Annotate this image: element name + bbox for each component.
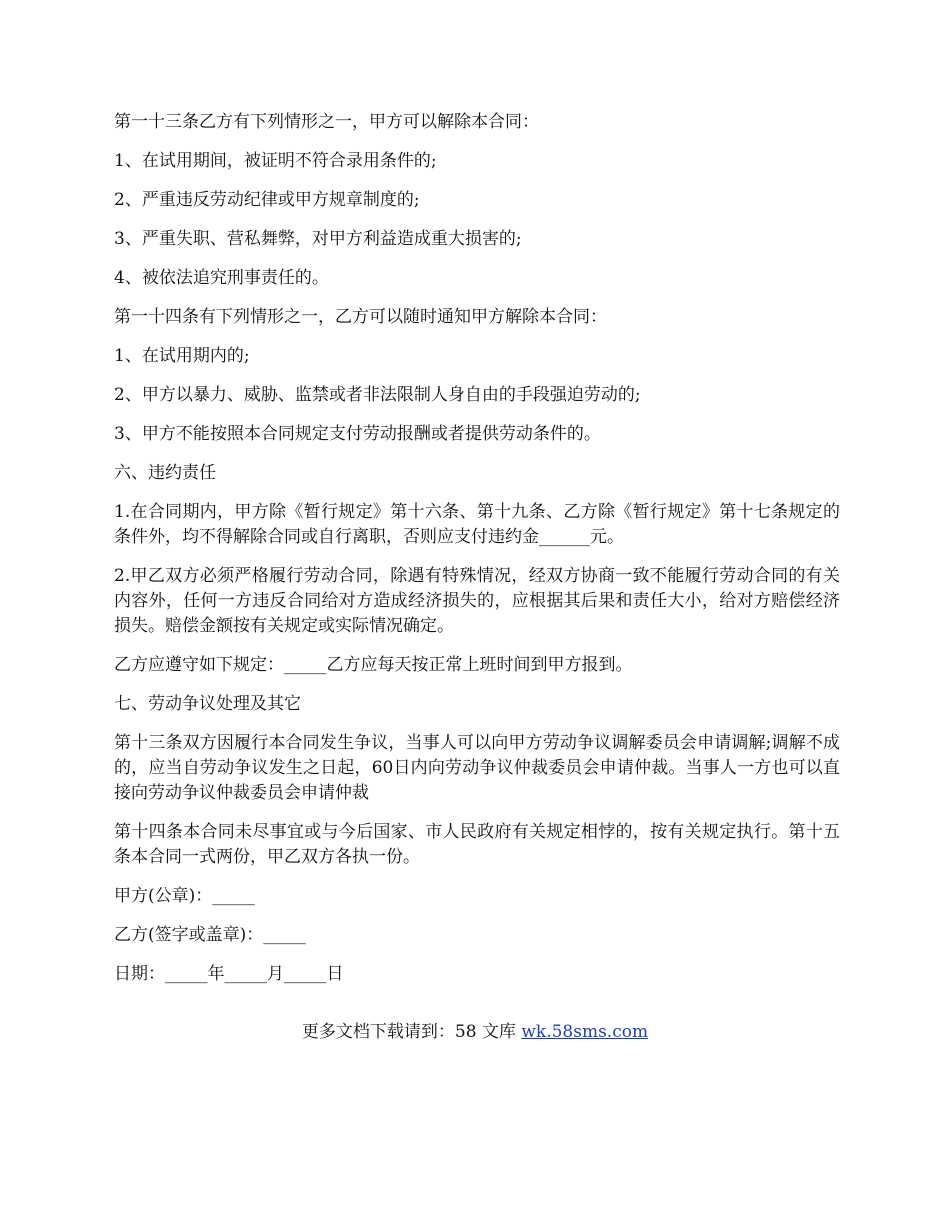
clause-13-item-2: 2、严重违反劳动纪律或甲方规章制度的;	[114, 190, 420, 210]
clause-14-item-2: 2、甲方以暴力、威胁、监禁或者非法限制人身自由的手段强迫劳动的;	[114, 385, 641, 405]
breach-item-2: 2.甲乙双方必须严格履行劳动合同，除遇有特殊情况，经双方协商一致不能履行劳动合同的有关内容外，任何一方违反合同给对方造成经济损失的，应根据其后果和责任大小，给对方赔偿经济损失。赔偿金额按有关规定或实际情况确定。	[114, 566, 840, 636]
party-a-signature: 甲方(公章)：_____	[114, 886, 255, 906]
footer-text: 更多文档下载请到：58 文库	[301, 1022, 522, 1042]
clause-14-item-1: 1、在试用期内的;	[114, 346, 250, 366]
party-b-rules: 乙方应遵守如下规定：_____乙方应每天按正常上班时间到甲方报到。	[114, 655, 633, 675]
date-line: 日期：_____年_____月_____日	[114, 964, 344, 984]
download-footer	[0, 1020, 950, 1045]
clause-13-item-1: 1、在试用期间，被证明不符合录用条件的;	[114, 151, 437, 171]
clause-14-heading: 第一十四条有下列情形之一，乙方可以随时通知甲方解除本合同：	[114, 307, 607, 327]
dispute-clause: 第十三条双方因履行本合同发生争议，当事人可以向甲方劳动争议调解委员会申请调解;调解不成的，应当自劳动争议发生之日起，60日内向劳动争议仲裁委员会申请仲裁。当事人一方也可以直接向劳动争议仲裁委员会申请仲裁	[114, 733, 840, 803]
clause-14-item-3: 3、甲方不能按照本合同规定支付劳动报酬或者提供劳动条件的。	[114, 424, 601, 444]
clause-13-item-4: 4、被依法追究刑事责任的。	[114, 268, 329, 288]
clause-13-item-3: 3、严重失职、营私舞弊，对甲方利益造成重大损害的;	[114, 229, 522, 249]
misc-clause: 第十四条本合同未尽事宜或与今后国家、市人民政府有关规定相悖的，按有关规定执行。第十五条本合同一式两份，甲乙双方各执一份。	[114, 822, 840, 867]
clause-13-heading: 第一十三条乙方有下列情形之一，甲方可以解除本合同：	[114, 112, 539, 132]
party-b-signature: 乙方(签字或盖章)：_____	[114, 925, 306, 945]
document-body	[114, 110, 840, 1001]
section-seven-heading: 七、劳动争议处理及其它	[114, 694, 301, 714]
breach-item-1: 1.在合同期内，甲方除《暂行规定》第十六条、第十九条、乙方除《暂行规定》第十七条规定的条件外，均不得解除合同或自行离职，否则应支付违约金______元。	[114, 502, 840, 547]
footer-link[interactable]: wk.58sms.com	[521, 1022, 649, 1042]
section-six-heading: 六、违约责任	[114, 463, 216, 483]
